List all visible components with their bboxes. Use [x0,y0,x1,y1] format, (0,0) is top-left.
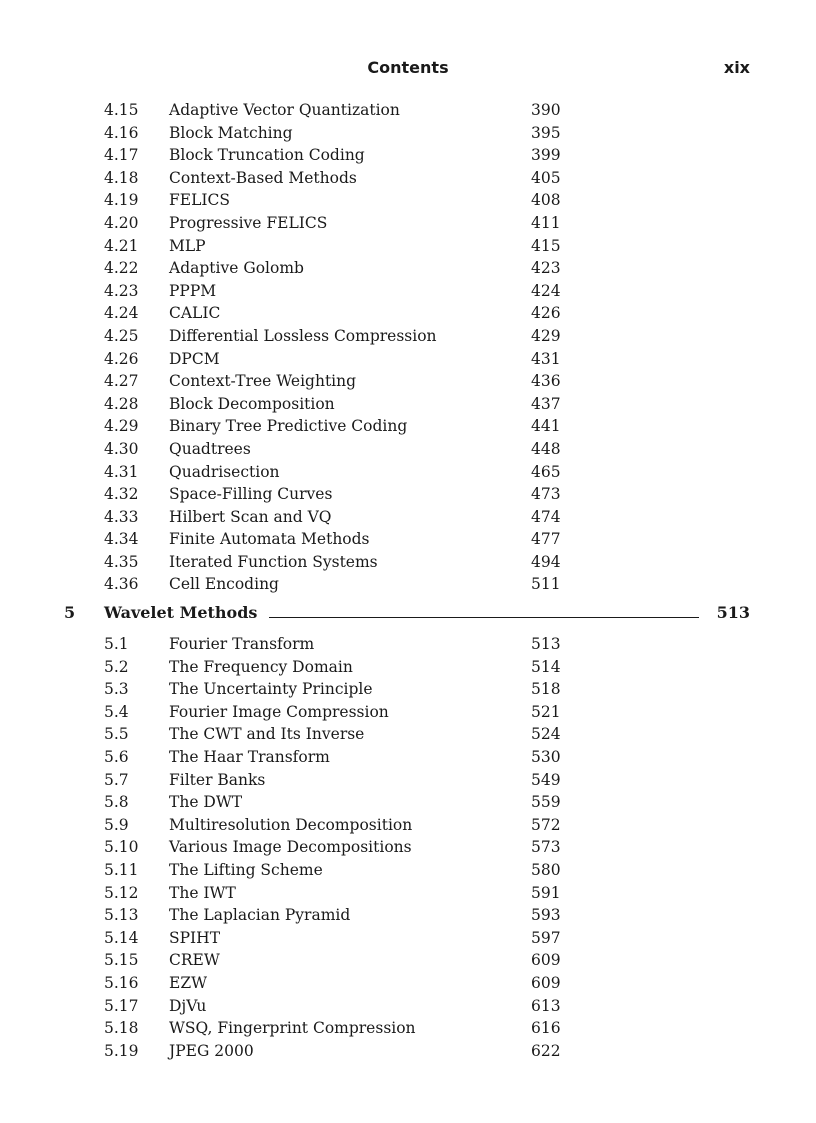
toc-entry [0,144,816,167]
section-page: 613 [531,996,561,1015]
section-title: Differential Lossless Compression [169,326,437,345]
toc-entry [0,302,816,325]
section-number: 4.29 [104,417,139,436]
section-title: PPPM [169,281,217,300]
section-page: 524 [531,725,561,744]
toc-entry [0,723,816,746]
section-number: 4.20 [104,213,139,232]
section-title: Context-Based Methods [169,168,357,187]
section-number: 5.6 [104,748,129,767]
toc-entry [0,483,816,506]
section-number: 5.11 [104,861,139,879]
section-title: CALIC [169,304,221,323]
section-page: 474 [531,507,561,526]
toc-entry [0,1017,816,1040]
toc-entry [0,746,816,769]
toc-entry [0,212,816,235]
toc-entry [0,506,816,529]
section-title: MLP [169,236,206,255]
section-number: 4.31 [104,462,139,481]
chapter-title: Wavelet Methods [104,603,258,623]
section-number: 5.3 [104,680,129,699]
section-title: The IWT [169,883,236,902]
section-page: 473 [531,485,561,504]
section-title: The Laplacian Pyramid [169,906,351,925]
section-page: 518 [531,680,561,699]
toc-entry [0,370,816,393]
section-number: 4.24 [104,304,139,323]
section-title: CREW [169,951,220,970]
section-title: Adaptive Vector Quantization [169,101,400,119]
section-page: 426 [531,304,561,323]
toc-entry [0,972,816,995]
section-page: 572 [531,815,561,834]
toc-entry [0,461,816,484]
section-title: Fourier Image Compression [169,702,389,721]
toc-entry [0,633,816,656]
section-number: 4.18 [104,168,139,187]
section-title: Block Truncation Coding [169,146,365,165]
section-page: 429 [531,326,561,345]
section-title: DjVu [169,996,207,1015]
section-number: 5.13 [104,906,139,925]
section-number: 4.35 [104,552,139,571]
section-number: 5.7 [104,770,129,789]
section-title: Iterated Function Systems [169,552,378,571]
section-title: Context-Tree Weighting [169,372,357,391]
toc-entry [0,656,816,679]
section-number: 5.16 [104,973,139,992]
section-title: SPIHT [169,928,221,947]
section-number: 5.14 [104,928,139,947]
toc-entry [0,769,816,792]
section-number: 4.32 [104,485,139,504]
section-page: 399 [531,146,561,165]
section-page: 436 [531,372,561,391]
section-number: 4.28 [104,394,139,413]
section-title: Cell Encoding [169,575,279,594]
chapter-leader-rule [269,617,699,618]
section-number: 4.26 [104,349,139,368]
section-title: Block Decomposition [169,394,335,413]
toc-entry [0,678,816,701]
toc-entry [0,701,816,724]
section-title: The Uncertainty Principle [169,680,373,699]
section-page: 395 [531,123,561,142]
section-number: 4.33 [104,507,139,526]
section-title: Space-Filling Curves [169,485,333,504]
section-list-chapter-5 [0,633,816,1062]
section-page: 591 [531,883,561,902]
toc-entry [0,167,816,190]
section-number: 5.15 [104,951,139,970]
section-title: The Frequency Domain [169,657,353,676]
section-number: 5.10 [104,838,139,857]
section-number: 4.30 [104,439,139,458]
section-number: 4.27 [104,372,139,391]
toc-entry [0,438,816,461]
section-number: 4.34 [104,530,139,549]
section-title: Quadtrees [169,439,251,458]
section-title: Hilbert Scan and VQ [169,507,332,526]
section-page: 411 [531,213,561,232]
table-of-contents [0,99,816,1062]
section-number: 5.5 [104,725,129,744]
chapter-heading [0,596,816,633]
section-page: 477 [531,530,561,549]
section-number: 5.4 [104,702,129,721]
section-page: 609 [531,973,561,992]
toc-entry [0,573,816,596]
section-title: Multiresolution Decomposition [169,815,413,834]
section-title: Progressive FELICS [169,213,328,232]
section-number: 5.18 [104,1019,139,1038]
section-page: 580 [531,861,561,879]
section-title: The Lifting Scheme [169,861,323,879]
section-number: 5.1 [104,635,129,654]
toc-entry [0,415,816,438]
toc-entry [0,257,816,280]
section-title: The DWT [169,793,243,812]
section-number: 5.2 [104,657,129,676]
section-title: Finite Automata Methods [169,530,370,549]
section-number: 5.9 [104,815,129,834]
section-page: 514 [531,657,561,676]
section-title: Adaptive Golomb [169,259,304,278]
section-number: 4.23 [104,281,139,300]
section-number: 5.19 [104,1041,139,1060]
section-page: 511 [531,575,561,594]
section-title: DPCM [169,349,220,368]
section-page: 424 [531,281,561,300]
running-head [0,58,816,80]
section-page: 597 [531,928,561,947]
section-number: 4.36 [104,575,139,594]
section-number: 5.17 [104,996,139,1015]
section-page: 616 [531,1019,561,1038]
section-title: EZW [169,973,208,992]
toc-entry [0,949,816,972]
toc-entry [0,1040,816,1063]
section-title: Binary Tree Predictive Coding [169,417,408,436]
toc-entry [0,551,816,574]
toc-entry [0,280,816,303]
toc-entry [0,235,816,258]
section-page: 408 [531,191,561,210]
section-number: 5.8 [104,793,129,812]
section-title: JPEG 2000 [169,1041,254,1060]
section-page: 622 [531,1041,561,1060]
chapter-page: 513 [716,603,750,623]
toc-entry [0,348,816,371]
section-page: 423 [531,259,561,278]
section-title: Block Matching [169,123,293,142]
section-number: 4.19 [104,191,139,210]
toc-entry [0,393,816,416]
section-title: Quadrisection [169,462,280,481]
section-page: 513 [531,635,561,654]
section-title: Various Image Decompositions [169,838,412,857]
section-number: 4.16 [104,123,139,142]
section-page: 609 [531,951,561,970]
toc-entry [0,99,816,122]
section-title: The CWT and Its Inverse [169,725,365,744]
toc-entry [0,325,816,348]
page-title: Contents [367,58,449,77]
section-page: 530 [531,748,561,767]
section-page: 465 [531,462,561,481]
section-page: 448 [531,439,561,458]
toc-entry [0,791,816,814]
section-title: FELICS [169,191,230,210]
toc-entry [0,836,816,859]
section-number: 4.22 [104,259,139,278]
section-number: 4.17 [104,146,139,165]
section-page: 431 [531,349,561,368]
section-page: 441 [531,417,561,436]
toc-entry [0,189,816,212]
section-page: 559 [531,793,561,812]
section-page: 494 [531,552,561,571]
section-page: 573 [531,838,561,857]
section-number: 4.15 [104,101,139,119]
section-title: WSQ, Fingerprint Compression [169,1019,416,1038]
section-number: 5.12 [104,883,139,902]
section-number: 4.21 [104,236,139,255]
toc-entry [0,122,816,145]
toc-entry [0,904,816,927]
section-page: 390 [531,101,561,119]
section-list-chapter-4 [0,99,816,596]
page-number: xix [723,58,750,77]
toc-entry [0,882,816,905]
section-title: Fourier Transform [169,635,315,654]
section-page: 549 [531,770,561,789]
toc-entry [0,995,816,1018]
section-page: 405 [531,168,561,187]
section-number: 4.25 [104,326,139,345]
section-page: 437 [531,394,561,413]
chapter-number: 5 [64,603,76,623]
section-page: 593 [531,906,561,925]
toc-entry [0,528,816,551]
toc-entry [0,814,816,837]
toc-entry [0,927,816,950]
section-title: Filter Banks [169,770,266,789]
section-page: 521 [531,702,561,721]
section-page: 415 [531,236,561,255]
section-title: The Haar Transform [169,748,330,767]
toc-entry [0,859,816,882]
